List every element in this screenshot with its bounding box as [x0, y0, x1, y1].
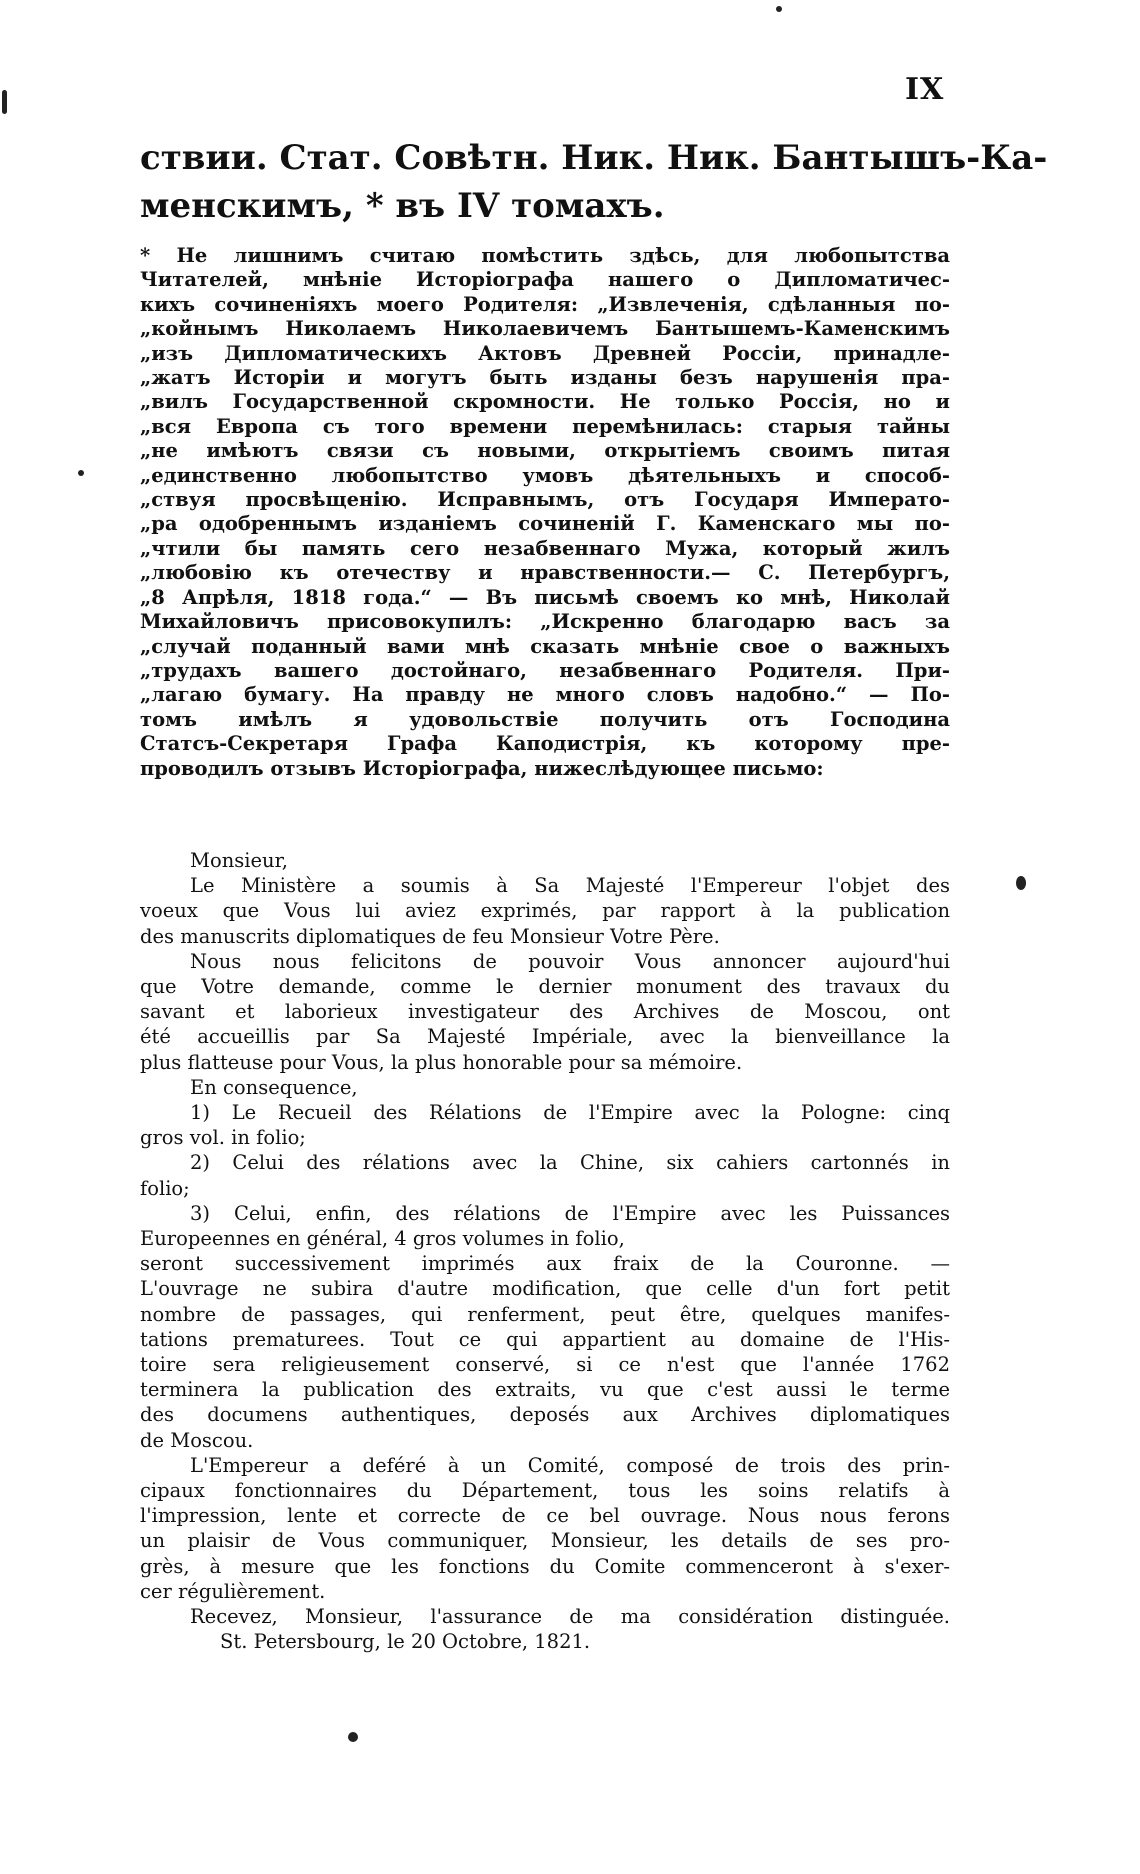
letter-line: des documens authentiques, deposés aux Archives diplomatiques	[140, 1403, 950, 1427]
footnote-line: Михайловичъ присовокупилъ: „Искренно благодарю васъ за	[140, 610, 950, 634]
letter-line: savant et laborieux investigateur des Archives de Moscou, ont	[140, 1000, 950, 1024]
letter-closing: Recevez, Monsieur, l'assurance de ma considération distinguée.	[190, 1605, 950, 1629]
footnote-line: „8 Апрѣля, 1818 года.“ — Въ письмѣ своемъ ко мнѣ, Николай	[140, 585, 950, 609]
footnote-line: * Не лишнимъ считаю помѣстить здѣсь, для любопытства	[140, 244, 950, 267]
footnote-line: „вся Европа съ того времени перемѣнилась: старыя тайны	[140, 414, 950, 438]
footnote-line: „вилъ Государственной скромности. Не только Россія, но и	[140, 390, 950, 414]
footnote	[140, 244, 950, 781]
letter-line: un plaisir de Vous communiquer, Monsieur, les details de ses pro-	[140, 1529, 950, 1553]
ink-speck	[348, 1732, 358, 1742]
footnote-line: „любовію къ отечеству и нравственности.— С. Петербургъ,	[140, 561, 950, 585]
letter-date: St. Petersbourg, le 20 Octobre, 1821.	[220, 1630, 591, 1654]
footnote-line: проводилъ отзывъ Исторіографа, нижеслѣдующее письмо:	[140, 756, 824, 780]
edge-mark	[2, 90, 7, 114]
letter-line: cipaux fonctionnaires du Département, tous les soins relatifs à	[140, 1479, 950, 1503]
letter-line: Le Ministère a soumis à Sa Majesté l'Empereur l'objet des	[190, 874, 950, 898]
footnote-line: „трудахъ вашего достойнаго, незабвеннаго Родителя. При-	[140, 658, 950, 682]
letter-line: gros vol. in folio;	[140, 1126, 306, 1150]
letter-line: été accueillis par Sa Majesté Impériale, avec la bienveillance la	[140, 1025, 950, 1049]
letter-line: l'impression, lente et correcte de ce bel ouvrage. Nous nous ferons	[140, 1504, 950, 1528]
letter-line: tations prematurees. Tout ce qui appartient au domaine de l'His-	[140, 1327, 950, 1351]
heading-line: менскимъ, * въ IV томахъ.	[140, 186, 665, 226]
letter-line: seront successivement imprimés aux fraix de la Couronne. —	[140, 1252, 950, 1276]
section-heading	[140, 134, 1048, 230]
footnote-line: Статсъ-Секретаря Графа Каподистрія, къ которому пре-	[140, 732, 950, 756]
letter-line: Nous nous felicitons de pouvoir Vous annoncer aujourd'hui	[190, 949, 950, 973]
footnote-line: „единственно любопытство умовъ дѣятельныхъ и способ-	[140, 463, 950, 487]
letter-line: toire sera religieusement conservé, si ce n'est que l'année 1762	[140, 1353, 950, 1377]
page-number: IX	[905, 72, 945, 107]
ink-speck	[1016, 876, 1026, 890]
footnote-line: „жатъ Исторіи и могутъ быть изданы безъ нарушенія пра-	[140, 366, 950, 390]
heading-line: ствии. Стат. Совѣтн. Ник. Ник. Бантышъ-Ка-	[140, 138, 1048, 178]
footnote-line: „случай поданный вами мнѣ сказать мнѣніе свое о важныхъ	[140, 634, 950, 658]
ink-speck	[776, 6, 782, 12]
footnote-line: „изъ Дипломатическихъ Актовъ Древней Россіи, принадле-	[140, 341, 950, 365]
letter-line: des manuscrits diplomatiques de feu Monsieur Votre Père.	[140, 924, 720, 948]
letter-line: de Moscou.	[140, 1428, 254, 1452]
letter-line: que Votre demande, comme le dernier monument des travaux du	[140, 975, 950, 999]
letter-line: Europeennes en général, 4 gros volumes in folio,	[140, 1227, 625, 1251]
letter-line: L'Empereur a deféré à un Comité, composé de trois des prin-	[190, 1453, 950, 1477]
letter-line: 3) Celui, enfin, des rélations de l'Empire avec les Puissances	[190, 1201, 950, 1225]
footnote-line: „ра одобреннымъ изданіемъ сочиненій Г. Каменскаго мы по-	[140, 512, 950, 536]
letter	[140, 848, 950, 1655]
footnote-line: „лагаю бумагу. На правду не много словъ надобно.“ — По-	[140, 683, 950, 707]
letter-line: 1) Le Recueil des Rélations de l'Empire avec la Pologne: cinq	[190, 1101, 950, 1125]
letter-line: grès, à mesure que les fonctions du Comite commenceront à s'exer-	[140, 1554, 950, 1578]
letter-line: nombre de passages, qui renferment, peut être, quelques manifes-	[140, 1302, 950, 1326]
letter-line: En consequence,	[190, 1075, 358, 1099]
footnote-line: „не имѣютъ связи съ новыми, открытіемъ своимъ питая	[140, 439, 950, 463]
letter-line: L'ouvrage ne subira d'autre modification, que celle d'un fort petit	[140, 1277, 950, 1301]
letter-line: folio;	[140, 1176, 190, 1200]
footnote-line: „ствуя просвѣщенію. Исправнымъ, отъ Государя Императо-	[140, 488, 950, 512]
letter-line: cer régulièrement.	[140, 1579, 326, 1603]
letter-line: voeux que Vous lui aviez exprimés, par rapport à la publication	[140, 899, 950, 923]
letter-line: terminera la publication des extraits, vu que c'est aussi le terme	[140, 1378, 950, 1402]
footnote-line: томъ имѣлъ я удовольствіе получить отъ Господина	[140, 707, 950, 731]
footnote-line: „чтили бы память сего незабвеннаго Мужа, который жилъ	[140, 536, 950, 560]
footnote-line: Читателей, мнѣніе Исторіографа нашего о Дипломатичес-	[140, 268, 950, 292]
letter-salutation: Monsieur,	[190, 849, 288, 872]
footnote-line: кихъ сочиненіяхъ моего Родителя: „Извлеченія, сдѣланныя по-	[140, 292, 950, 316]
letter-line: 2) Celui des rélations avec la Chine, six cahiers cartonnés in	[190, 1151, 950, 1175]
footnote-line: „койнымъ Николаемъ Николаевичемъ Бантышемъ-Каменскимъ	[140, 317, 950, 341]
letter-line: plus flatteuse pour Vous, la plus honorable pour sa mémoire.	[140, 1050, 743, 1074]
ink-speck	[78, 470, 84, 476]
